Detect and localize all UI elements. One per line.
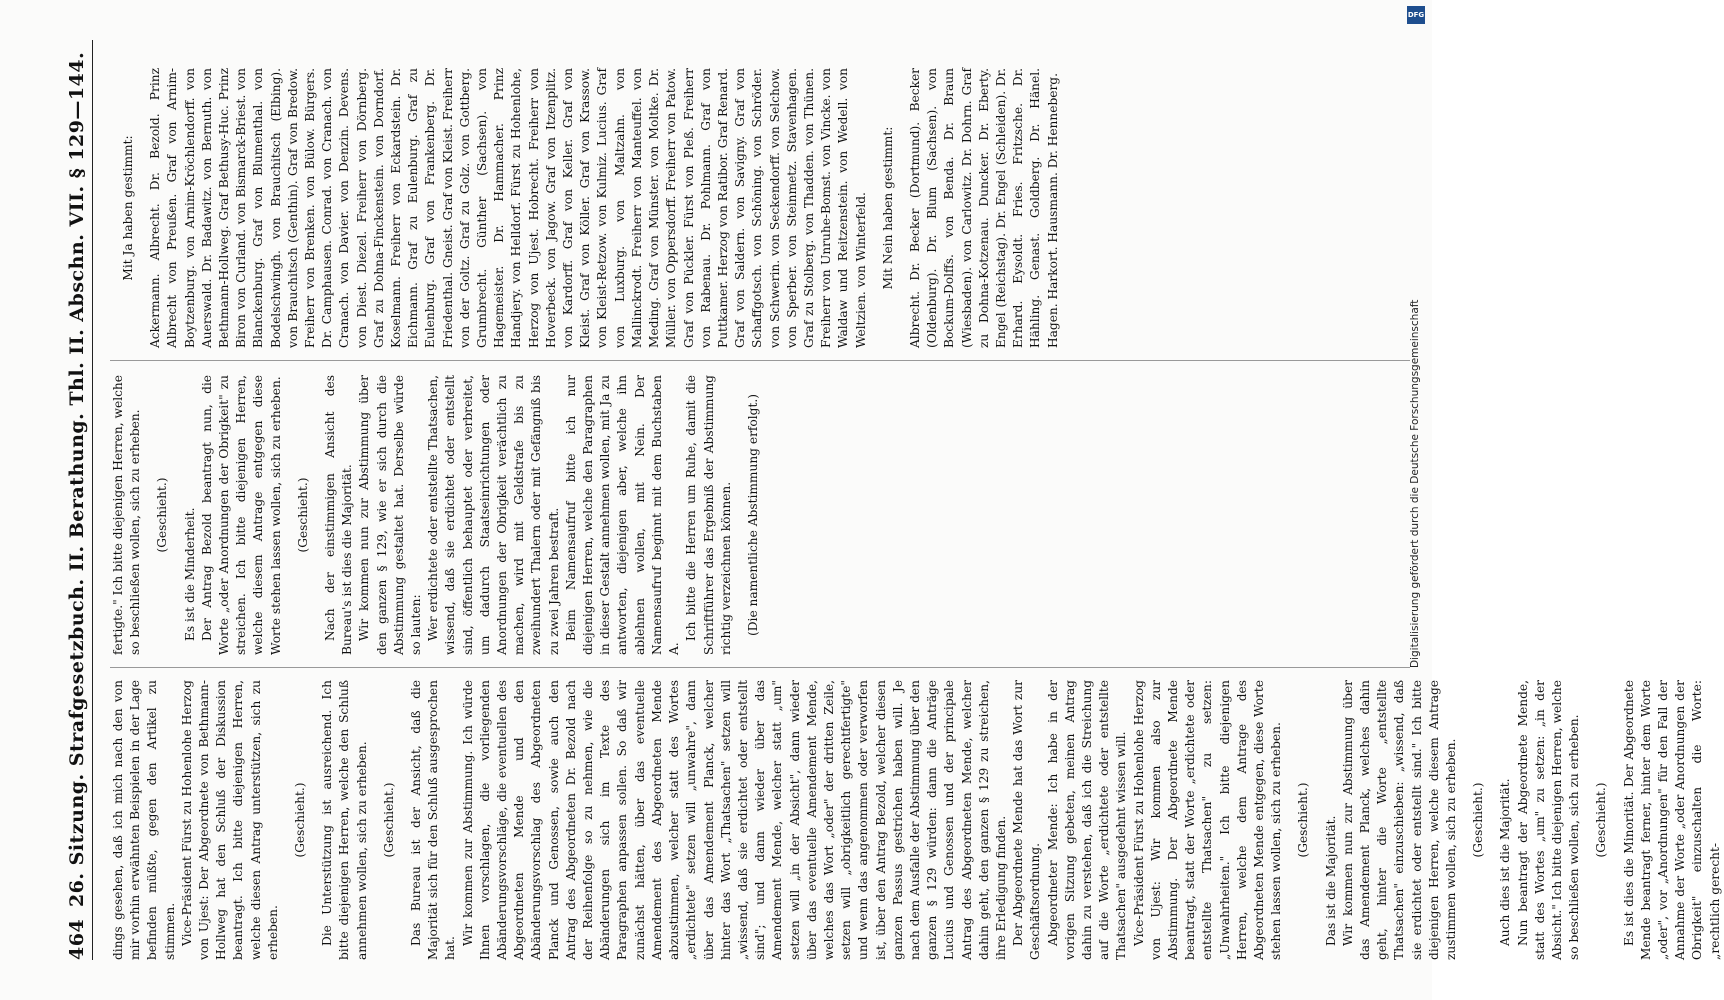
column-rule-2 (110, 360, 1410, 361)
text-column-3 (110, 68, 1410, 348)
paragraph: Wir kommen nun zur Abstimmung über das Amendement Planck, welches dahin geht, hinter die Worte „entstellte Thatsachen" einzuschieben: „wissend, daß sie erdichtet oder entstellt sind." Ich bitte diejenigen Herren, welche diesem Antrage zustimmen wollen, sich zu erheben. (1340, 680, 1459, 960)
centered-note: (Geschieht.) (295, 477, 310, 553)
centered-note: (Geschieht.) (293, 782, 308, 858)
paragraph: Vice-Präsident Fürst zu Hohenlohe Herzog von Ujest: Der Abgeordnete von Bethmann-Hollweg hat den Schluß der Diskussion beantragt. Ich bitte diejenigen Herren, welche diesen Antrag unterstützen, sich zu erheben. (179, 680, 280, 960)
text-column-1 (110, 680, 1722, 960)
paragraph: Ich bitte die Herren um Ruhe, damit die Schriftführer das Ergebniß der Abstimmung richtig verzeichnen können. (684, 375, 733, 655)
centered-note: (Geschieht.) (1471, 782, 1486, 858)
paragraph: Wer erdichtete oder entstellte Thatsachen, wissend, daß sie erdichtet oder entstellt sind, öffentlich behauptet oder verbreitet, um dadurch Staatseinrichtungen oder Anordnungen der Obrigkeit verächtlich zu machen, wird mit Geldstrafe bis zu zweihundert Thalern oder mit Gefängniß bis zu zwei Jahren bestraft. (426, 375, 561, 655)
paragraph: Das ist die Majorität. (1323, 815, 1338, 946)
centered-note: (Geschieht.) (1296, 782, 1311, 858)
paragraph: Es ist dies die Minorität. Der Abgeordnete Mende beantragt ferner, hinter dem Worte „oder", vor „Anordnungen" für den Fall der Annahme der Worte „oder Anordnungen der Obrigkeit" einzuschalten die Worte: „rechtlich gerecht- (1621, 680, 1722, 960)
paragraph: Das Bureau ist der Ansicht, daß die Majorität sich für den Schluß ausgesprochen hat. (409, 680, 458, 960)
paragraph: Es ist die Minderheit. (182, 507, 197, 641)
text-column-2 (110, 375, 1410, 655)
centered-note: (Geschieht.) (155, 477, 170, 553)
centered-note: (Die namentliche Abstimmung erfolgt.) (745, 394, 760, 636)
paragraph: Der Antrag Bezold beantragt nun, die Worte „oder Anordnungen der Obrigkeit" zu streichen. Ich bitte diejenigen Herren, welche diesem Antrage entgegen diese Worte stehen lassen wollen, sich zu erheben. (199, 375, 283, 655)
centered-note: (Geschieht.) (1594, 782, 1609, 858)
paragraph: Nach der einstimmigen Ansicht des Bureau's ist dies die Majorität. (323, 375, 355, 655)
paragraph: Nun beantragt der Abgeordnete Mende, statt des Wortes „um" zu setzen: „in der Absicht." Ich bitte diejenigen Herren, welche so beschließen wollen, sich zu erheben. (1515, 680, 1582, 960)
paragraph: Wir kommen zur Abstimmung. Ich würde Ihnen vorschlagen, die vorliegenden Abänderungsvorschläge, die eventuellen des Abgeordneten Mende und den Abänderungsvorschlag des Abgeordneten Planck und Genossen, sowie auch den Antrag des Abgeordneten Dr. Bezold nach der Reihenfolge so zu nehmen, wie die Abänderungen sich im Texte des Paragraphen anpassen sollen. So daß wir zunächst hätten, über das eventuelle Amendement des Abgeordneten Mende abzustimmen, welcher statt des Wortes „erdichtete" setzen will „unwahre", dann über das Amendement Planck, welcher hinter das Wort „Thatsachen" setzen will „wissend, daß sie erdichtet oder entstellt sind"; und dann wieder über das Amendement Mende, welcher statt „um" setzen will „in der Absicht", dann wieder über das eventuelle Amendement Mende, welches das Wort „oder" der dritten Zeile, setzen will „obrigkeitlich gerechtfertigte" und wenn das angenommen oder verworfen ist, über den Antrag Bezold, welcher diesen ganzen Passus gestrichen haben will. Je nach dem Ausfalle der Abstimmung über den ganzen § 129 würden: dann die Anträge Lucius und Genossen und der principale Antrag des Abgeordneten Mende, welcher dahin geht, den ganzen § 129 zu streichen, ihre Erledigung finden. (460, 680, 1008, 960)
centered-note: (Geschieht.) (381, 782, 396, 858)
dfg-logo: DFG (1407, 6, 1425, 24)
digitization-credit (1406, 4, 1426, 674)
paragraph: fertigte." Ich bitte diejenigen Herren, welche so beschließen wollen, sich zu erheben. (111, 375, 143, 655)
centered-note: Mit Nein haben gestimmt: (880, 126, 895, 290)
paragraph: Auch dies ist die Majorität. (1498, 778, 1513, 946)
paragraph: Abgeordneter Mende: Ich habe in der vorigen Sitzung gebeten, meinen Antrag dahin zu verstehen, daß ich die Streichung auf die Worte „erdichtete oder entstellte Thatsachen" ausgedehnt wissen will. (1045, 680, 1129, 960)
paragraph: Der Abgeordnete Mende hat das Wort zur Geschäftsordnung. (1011, 680, 1043, 960)
column-rule-1 (110, 667, 1410, 668)
paragraph: Ackermann. Albrecht. Dr. Bezold. Prinz Albrecht von Preußen. Graf von Arnim-Boytzenburg. von Arnim-Kröchlendorff. von Auerswald. Dr. Badawitz. von Bernuth. von Bethmann-Hollweg. Graf Bethusy-Huc. Prinz Biron von Curland. von Bismarck-Briest. von Blanckenburg. Graf von Blumenthal. von Bodelschwingh. von Brauchitsch (Elbing). von Brauchitsch (Genthin). Graf von Bredow. Freiherr von Brenken. von Bülow. Bürgers. Dr. Camphausen. Conrad. von Cranach. von Cranach. von Davier. von Denzin. Devens. von Diest. Diezel. Freiherr von Dörnberg. Graf zu Dohna-Finckenstein. von Dorndorf. Koselmann. Freiherr von Eckardstein. Dr. Eichmann. Graf zu Eulenburg. Graf zu Eulenburg. Graf von Frankenberg. Dr. Friedenthal. Gneist. Graf von Kleist. Freiherr von der Goltz. Graf zu Golz. von Gottberg. Grumbrecht. Günther (Sachsen). von Hagemeister. Dr. Hammacher. Prinz Handjery. von Helldorf. Fürst zu Hohenlohe, Herzog von Ujest. Hobrecht. Freiherr von Hoverbeck. von Jagow. Graf von Itzenplitz. von Kardorff. Graf von Keller. Graf von Kleist. Graf von Köller. Graf von Krassow. von Kleist-Retzow. von Kulmiz. Lucius. Graf von Luxburg. von Maltzahn. von Mallinckrodt. Freiherr von Manteuffel. von Meding. Graf von Münster. von Moltke. Dr. Müller. von Oppersdorff. Freiherr von Patow. Graf von Pückler. Fürst von Pleß. Freiherr von Rabenau. Dr. Pohlmann. Graf von Puttkamer. Herzog von Ratibor. Graf Renard. Graf von Saldern. von Savigny. Graf von Schaffgotsch. von Schöning. von Schröder. von Schwerin. von Seckendorff. von Selchow. von Sperber. von Steinmetz. Stavenhagen. Graf zu Stolberg. von Thadden. von Thünen. Freiherr von Unruhe-Bomst. von Vincke. von Waldaw und Reitzenstein. von Wedell. von Weltzien. von Winterfeld. (148, 68, 868, 348)
paragraph: Die Unterstützung ist ausreichend. Ich bitte diejenigen Herren, welche den Schluß annehmen wollen, sich zu erheben. (320, 680, 369, 960)
credit-text: Digitalisierung gefördert durch die Deutsche Forschungsgemeinschaft (1409, 299, 1421, 668)
page-header (66, 40, 93, 960)
centered-note: Mit Ja haben gestimmt: (121, 135, 135, 281)
paragraph: Beim Namensaufruf bitte ich nur diejenigen Herren, welche den Paragraphen in dieser Gestalt annehmen wollen, mit Ja zu antworten, diejenigen aber, welche ihn ablehnen wollen, mit Nein. Der Namensaufruf beginnt mit dem Buchstaben A. (563, 375, 682, 655)
paragraph: Albrecht. Dr. Becker (Dortmund). Becker (Oldenburg). Dr. Blum (Sachsen). von Bockum-Dolffs. von Benda. Dr. Braun (Wiesbaden). von Carlowitz. Dr. Dohrn. Graf zu Dohna-Kotzenau. Duncker. Dr. Eberty. Engel (Reichstag). Dr. Engel (Schleiden). Dr. Erhard. Eysoldt. Fries. Fritzsche. Dr. Hähling. Genast. Goldberg. Dr. Hänel. Hagen. Harkort. Hausmann. Dr. Henneberg. (907, 68, 1060, 348)
paragraph: Wir kommen nun zur Abstimmung über den ganzen § 129, wie er sich durch die Abstimmung gestaltet hat. Derselbe würde so lauten: (357, 375, 424, 655)
paragraph: Vice-Präsident Fürst zu Hohenlohe Herzog von Ujest: Wir kommen also zur Abstimmung. Der Abgeordnete Mende beantragt, statt der Worte „erdichtete oder entstellte Thatsachen" zu setzen: „Unwahrheiten." Ich bitte diejenigen Herren, welche dem Antrage des Abgeordneten Mende entgegen, diese Worte stehen lassen wollen, sich zu erheben. (1131, 680, 1284, 960)
running-title: 26. Sitzung. Strafgesetzbuch. II. Berathung. Thl. II. Abschn. VII. § 129—144. (66, 51, 88, 908)
page-number: 464 (66, 918, 88, 960)
paragraph: dings gesehen, daß ich mich nach den von mir vorhin erwähnten Beispielen in der Lage befinden müßte, gegen den Artikel zu stimmen. (111, 680, 177, 960)
